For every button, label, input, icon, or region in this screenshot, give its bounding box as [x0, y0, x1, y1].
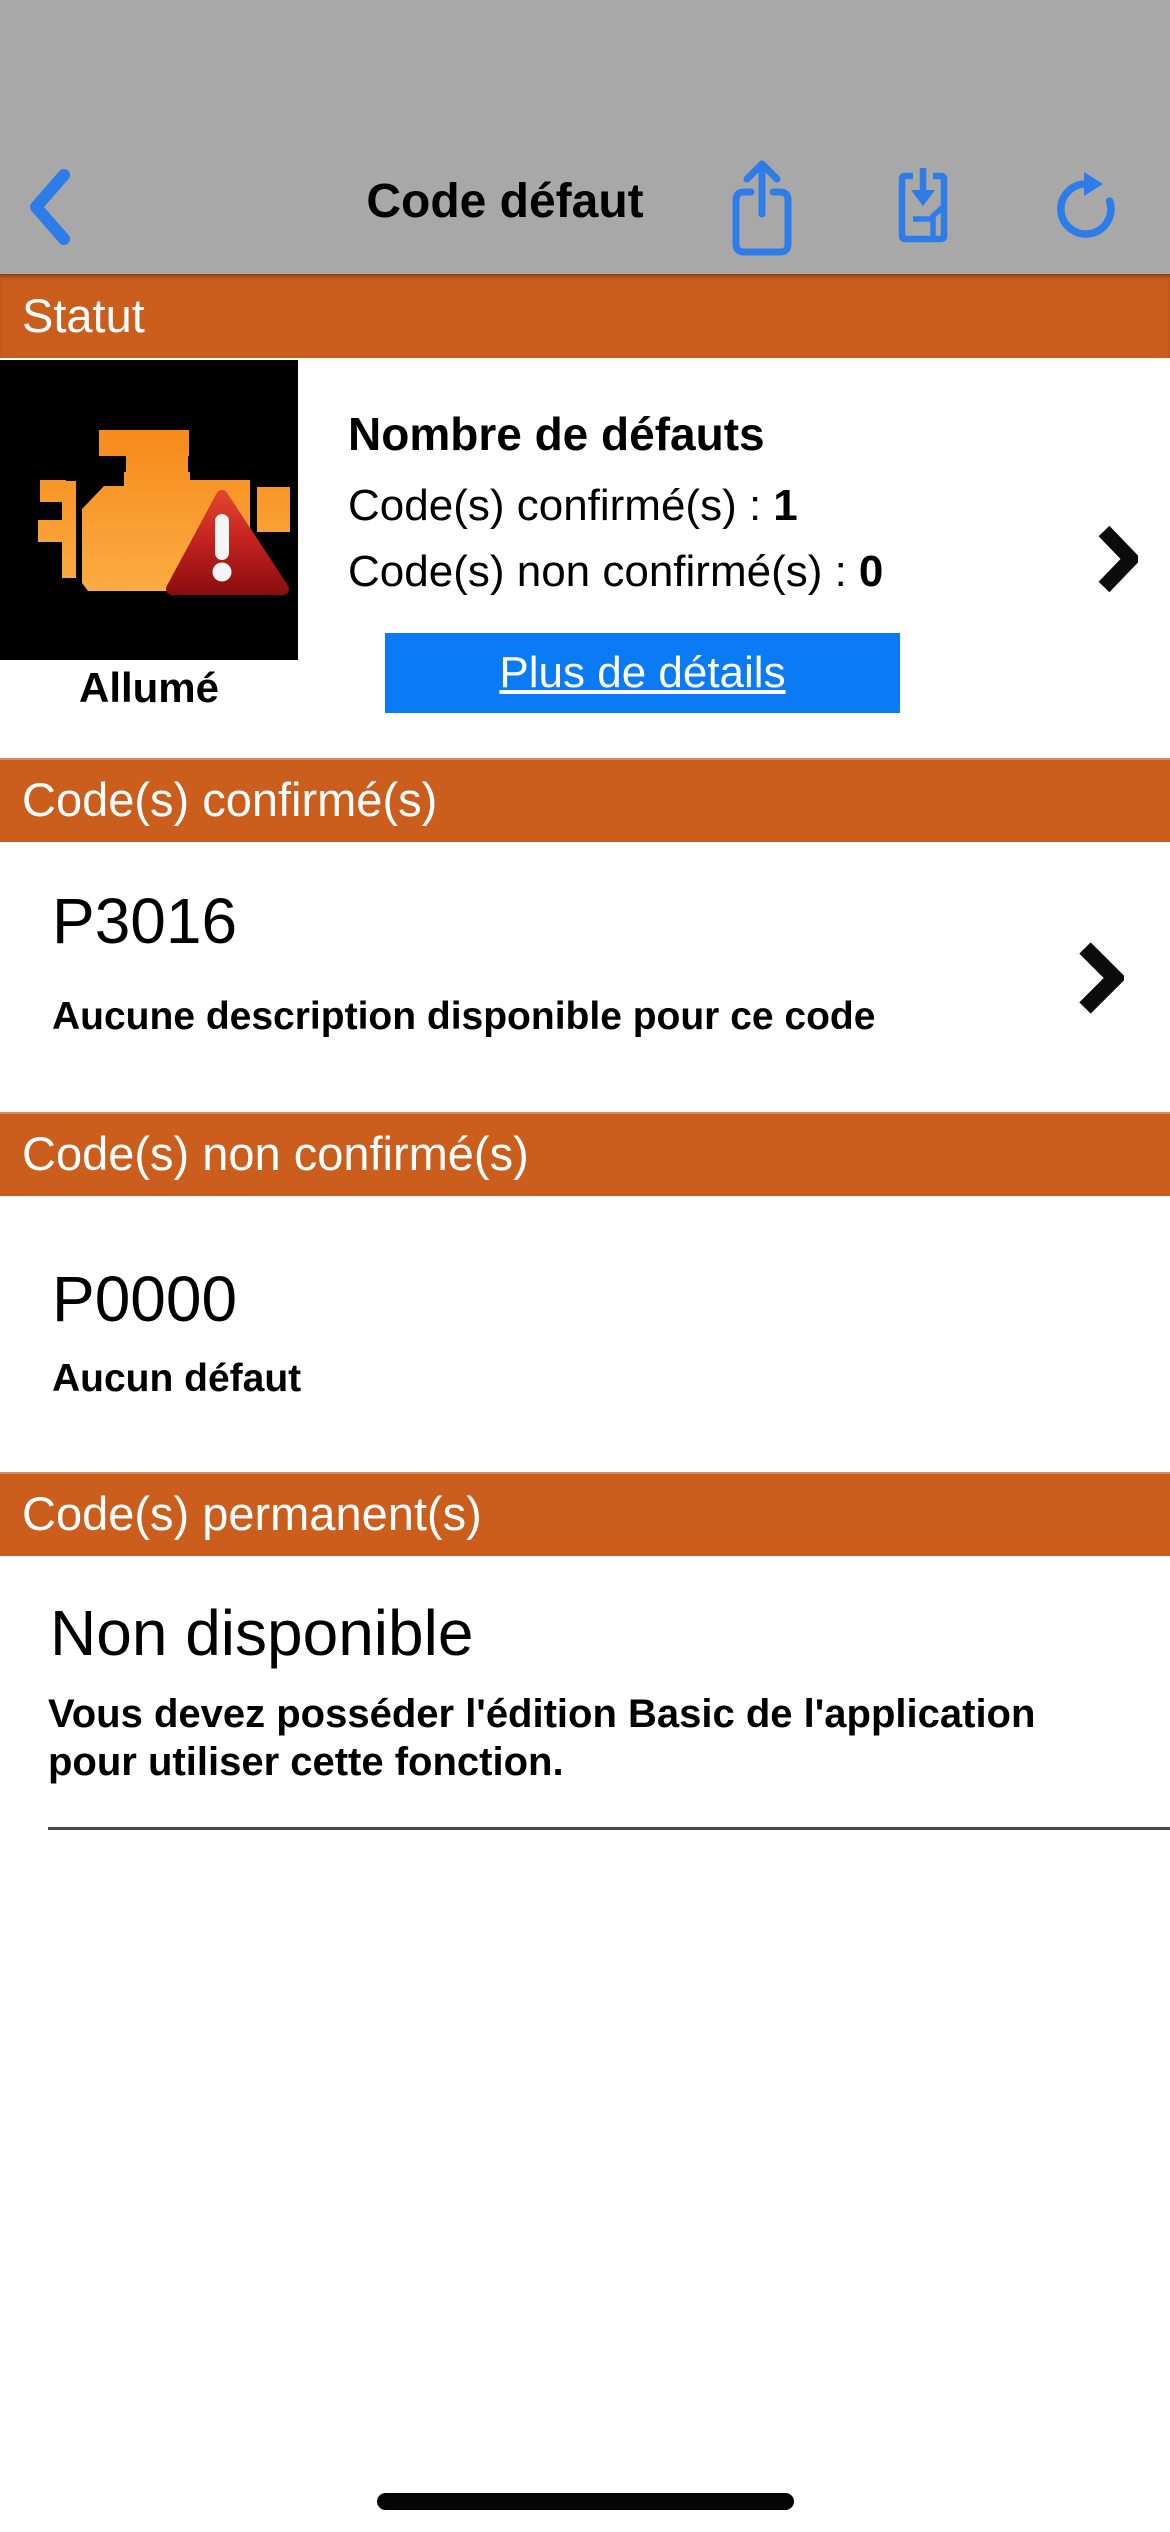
refresh-icon — [1050, 232, 1122, 247]
fault-count-block — [348, 408, 883, 596]
unconfirmed-count-label: Code(s) non confirmé(s) : — [348, 547, 847, 596]
dtc-code-confirmed: P3016 — [52, 885, 238, 957]
unconfirmed-count-line — [348, 548, 883, 596]
share-button[interactable] — [726, 156, 798, 260]
permanent-code-row — [0, 1556, 1170, 1830]
confirmed-count-label: Code(s) confirmé(s) : — [348, 481, 762, 530]
back-button[interactable] — [22, 166, 78, 248]
section-header-permanent: Code(s) permanent(s) — [0, 1472, 1170, 1556]
confirmed-count-line — [348, 482, 883, 530]
dtc-code-unconfirmed-description: Aucun défaut — [52, 1357, 302, 1400]
footer-area — [0, 1830, 1170, 2530]
refresh-button[interactable] — [1050, 158, 1122, 244]
chevron-right-icon[interactable] — [1078, 942, 1124, 1019]
dtc-code-confirmed-description: Aucune description disponible pour ce code — [52, 995, 876, 1038]
permanent-note-line1: Vous devez posséder l'édition Basic de l'application — [48, 1692, 1036, 1736]
more-details-button[interactable]: Plus de détails — [385, 633, 900, 713]
home-indicator[interactable] — [377, 2493, 794, 2510]
section-header-confirmed: Code(s) confirmé(s) — [0, 758, 1170, 842]
unconfirmed-code-row — [0, 1196, 1170, 1472]
save-to-file-icon — [893, 234, 953, 249]
indicator-state-label: Allumé — [78, 664, 220, 711]
permanent-unavailable-title: Non disponible — [50, 1597, 474, 1669]
save-button[interactable] — [893, 166, 953, 246]
engine-warning-image — [0, 360, 298, 660]
check-engine-icon — [0, 647, 298, 664]
fault-count-title: Nombre de défauts — [348, 408, 765, 460]
share-icon — [726, 248, 798, 263]
chevron-left-icon — [22, 236, 78, 251]
permanent-note — [48, 1690, 1035, 1786]
status-row[interactable] — [0, 358, 1170, 758]
permanent-note-line2: pour utiliser cette fonction. — [48, 1740, 564, 1784]
unconfirmed-count-value: 0 — [858, 547, 884, 596]
nav-bar — [0, 0, 1170, 274]
page-title: Code défaut — [366, 175, 644, 228]
dtc-code-unconfirmed: P0000 — [52, 1263, 238, 1335]
confirmed-code-row[interactable] — [0, 842, 1170, 1112]
confirmed-count-value: 1 — [773, 481, 798, 530]
section-header-unconfirmed: Code(s) non confirmé(s) — [0, 1112, 1170, 1196]
chevron-right-icon[interactable] — [1098, 526, 1138, 597]
section-header-status: Statut — [0, 274, 1170, 358]
